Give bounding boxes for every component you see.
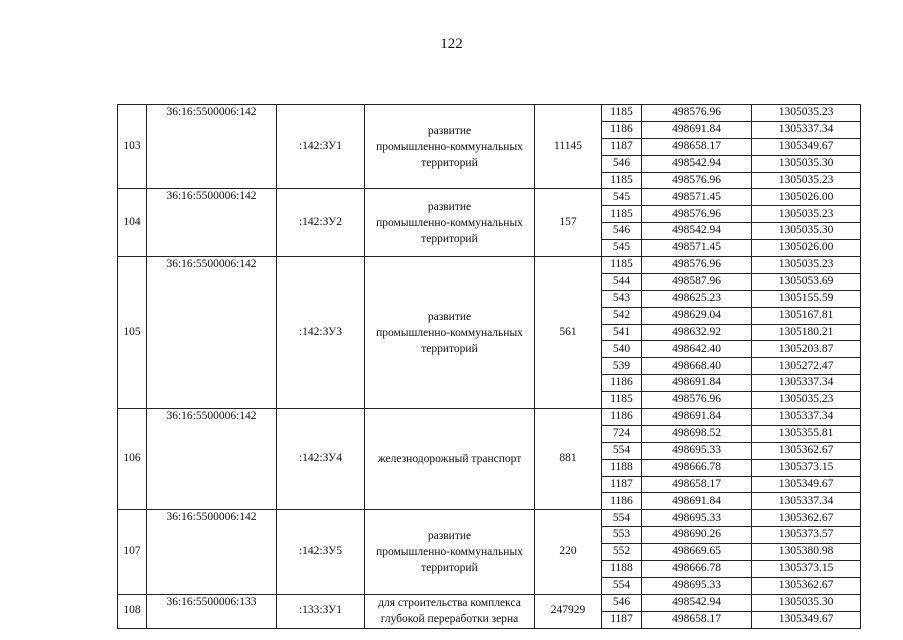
- coord-x: 498658.17: [642, 476, 752, 493]
- coord-y: 1305362.67: [752, 510, 861, 527]
- point-number: 552: [602, 544, 642, 561]
- plot-designation: :142:ЗУ1: [277, 105, 365, 189]
- parcel-area: 561: [535, 257, 602, 409]
- coord-x: 498658.17: [642, 138, 752, 155]
- permitted-use-line: промышленно-коммунальных: [376, 546, 523, 559]
- cadastral-number: 36:16:5500006:142: [147, 510, 277, 594]
- permitted-use: [365, 409, 535, 510]
- point-number: 1187: [602, 611, 642, 628]
- coord-x: 498587.96: [642, 273, 752, 290]
- point-number: 554: [602, 442, 642, 459]
- permitted-use-line: территорий: [421, 562, 478, 575]
- parcel-number: 103: [118, 105, 147, 189]
- point-number: 1186: [602, 493, 642, 510]
- coord-y: 1305373.15: [752, 561, 861, 578]
- permitted-use-line: территорий: [421, 156, 478, 169]
- coord-y: 1305180.21: [752, 324, 861, 341]
- coord-y: 1305035.30: [752, 594, 861, 611]
- coord-x: 498576.96: [642, 172, 752, 189]
- coord-y: 1305035.30: [752, 223, 861, 240]
- point-number: 540: [602, 341, 642, 358]
- table-row: [118, 189, 861, 206]
- coord-x: 498668.40: [642, 358, 752, 375]
- coord-x: 498576.96: [642, 257, 752, 274]
- coord-y: 1305035.23: [752, 105, 861, 122]
- point-number: 1185: [602, 257, 642, 274]
- point-number: 544: [602, 273, 642, 290]
- coord-y: 1305035.23: [752, 257, 861, 274]
- permitted-use-line: территорий: [421, 342, 478, 355]
- coord-x: 498571.45: [642, 189, 752, 206]
- permitted-use-line: развитие: [427, 530, 472, 543]
- coord-y: 1305026.00: [752, 240, 861, 257]
- coord-y: 1305167.81: [752, 307, 861, 324]
- point-number: 542: [602, 307, 642, 324]
- point-number: 546: [602, 155, 642, 172]
- coord-y: 1305035.23: [752, 206, 861, 223]
- parcel-area: 11145: [535, 105, 602, 189]
- coord-y: 1305349.67: [752, 476, 861, 493]
- coord-x: 498542.94: [642, 155, 752, 172]
- coord-x: 498666.78: [642, 561, 752, 578]
- parcel-coordinates-table: [117, 104, 861, 629]
- coord-y: 1305337.34: [752, 493, 861, 510]
- point-number: 545: [602, 189, 642, 206]
- table-row: [118, 409, 861, 426]
- plot-designation: :142:ЗУ4: [277, 409, 365, 510]
- permitted-use-line: промышленно-коммунальных: [376, 326, 523, 339]
- coord-y: 1305155.59: [752, 290, 861, 307]
- cadastral-number: 36:16:5500006:142: [147, 189, 277, 257]
- parcel-number: 106: [118, 409, 147, 510]
- permitted-use: [365, 594, 535, 628]
- permitted-use-line: развитие: [427, 124, 472, 137]
- plot-designation: :133:ЗУ1: [277, 594, 365, 628]
- point-number: 1185: [602, 392, 642, 409]
- point-number: 1188: [602, 561, 642, 578]
- point-number: 543: [602, 290, 642, 307]
- coord-y: 1305337.34: [752, 121, 861, 138]
- point-number: 1188: [602, 459, 642, 476]
- coord-x: 498642.40: [642, 341, 752, 358]
- coord-x: 498542.94: [642, 594, 752, 611]
- coord-x: 498691.84: [642, 409, 752, 426]
- point-number: 539: [602, 358, 642, 375]
- parcel-number: 108: [118, 594, 147, 628]
- permitted-use: [365, 510, 535, 594]
- permitted-use-line: железнодорожный транспорт: [377, 453, 522, 466]
- coord-x: 498576.96: [642, 105, 752, 122]
- point-number: 546: [602, 594, 642, 611]
- coord-x: 498695.33: [642, 577, 752, 594]
- point-number: 1186: [602, 121, 642, 138]
- coord-y: 1305035.30: [752, 155, 861, 172]
- coord-y: 1305035.23: [752, 392, 861, 409]
- point-number: 541: [602, 324, 642, 341]
- cadastral-number: 36:16:5500006:133: [147, 594, 277, 628]
- coord-x: 498576.96: [642, 206, 752, 223]
- table-row: [118, 105, 861, 122]
- plot-designation: :142:ЗУ5: [277, 510, 365, 594]
- permitted-use: [365, 105, 535, 189]
- plot-designation: :142:ЗУ2: [277, 189, 365, 257]
- parcel-area: 881: [535, 409, 602, 510]
- point-number: 553: [602, 527, 642, 544]
- permitted-use-line: развитие: [427, 310, 472, 323]
- page-number: 122: [440, 36, 463, 52]
- coord-x: 498629.04: [642, 307, 752, 324]
- coord-x: 498625.23: [642, 290, 752, 307]
- coord-x: 498571.45: [642, 240, 752, 257]
- permitted-use-line: для строительства комплекса: [378, 597, 521, 610]
- coord-x: 498691.84: [642, 493, 752, 510]
- coord-y: 1305337.34: [752, 409, 861, 426]
- coord-y: 1305355.81: [752, 425, 861, 442]
- point-number: 1185: [602, 105, 642, 122]
- coord-y: 1305362.67: [752, 442, 861, 459]
- parcel-number: 105: [118, 257, 147, 409]
- point-number: 546: [602, 223, 642, 240]
- parcel-number: 107: [118, 510, 147, 594]
- coord-y: 1305337.34: [752, 375, 861, 392]
- coord-y: 1305203.87: [752, 341, 861, 358]
- coord-y: 1305373.15: [752, 459, 861, 476]
- point-number: 1187: [602, 138, 642, 155]
- coord-x: 498698.52: [642, 425, 752, 442]
- table-row: [118, 594, 861, 611]
- coord-x: 498691.84: [642, 375, 752, 392]
- point-number: 545: [602, 240, 642, 257]
- coord-y: 1305380.98: [752, 544, 861, 561]
- cadastral-number: 36:16:5500006:142: [147, 257, 277, 409]
- permitted-use-line: территорий: [421, 232, 478, 245]
- table-row: [118, 257, 861, 274]
- parcel-area: 157: [535, 189, 602, 257]
- coord-y: 1305349.67: [752, 138, 861, 155]
- cadastral-number: 36:16:5500006:142: [147, 409, 277, 510]
- coord-y: 1305053.69: [752, 273, 861, 290]
- coord-x: 498695.33: [642, 510, 752, 527]
- coord-y: 1305362.67: [752, 577, 861, 594]
- permitted-use: [365, 257, 535, 409]
- point-number: 554: [602, 510, 642, 527]
- coord-x: 498666.78: [642, 459, 752, 476]
- parcel-area: 247929: [535, 594, 602, 628]
- coord-x: 498542.94: [642, 223, 752, 240]
- cadastral-number: 36:16:5500006:142: [147, 105, 277, 189]
- point-number: 554: [602, 577, 642, 594]
- permitted-use-line: промышленно-коммунальных: [376, 140, 523, 153]
- point-number: 1185: [602, 172, 642, 189]
- point-number: 724: [602, 425, 642, 442]
- point-number: 1186: [602, 375, 642, 392]
- coord-x: 498669.65: [642, 544, 752, 561]
- point-number: 1185: [602, 206, 642, 223]
- coord-y: 1305349.67: [752, 611, 861, 628]
- coord-x: 498690.26: [642, 527, 752, 544]
- coord-x: 498576.96: [642, 392, 752, 409]
- parcel-number: 104: [118, 189, 147, 257]
- parcel-area: 220: [535, 510, 602, 594]
- coord-x: 498695.33: [642, 442, 752, 459]
- permitted-use-line: промышленно-коммунальных: [376, 216, 523, 229]
- permitted-use: [365, 189, 535, 257]
- coord-x: 498632.92: [642, 324, 752, 341]
- coord-y: 1305272.47: [752, 358, 861, 375]
- coord-y: 1305035.23: [752, 172, 861, 189]
- coord-x: 498691.84: [642, 121, 752, 138]
- point-number: 1187: [602, 476, 642, 493]
- coord-x: 498658.17: [642, 611, 752, 628]
- point-number: 1186: [602, 409, 642, 426]
- coord-y: 1305373.57: [752, 527, 861, 544]
- permitted-use-line: глубокой переработки зерна: [380, 613, 519, 626]
- table-row: [118, 510, 861, 527]
- permitted-use-line: развитие: [427, 200, 472, 213]
- coord-y: 1305026.00: [752, 189, 861, 206]
- plot-designation: :142:ЗУ3: [277, 257, 365, 409]
